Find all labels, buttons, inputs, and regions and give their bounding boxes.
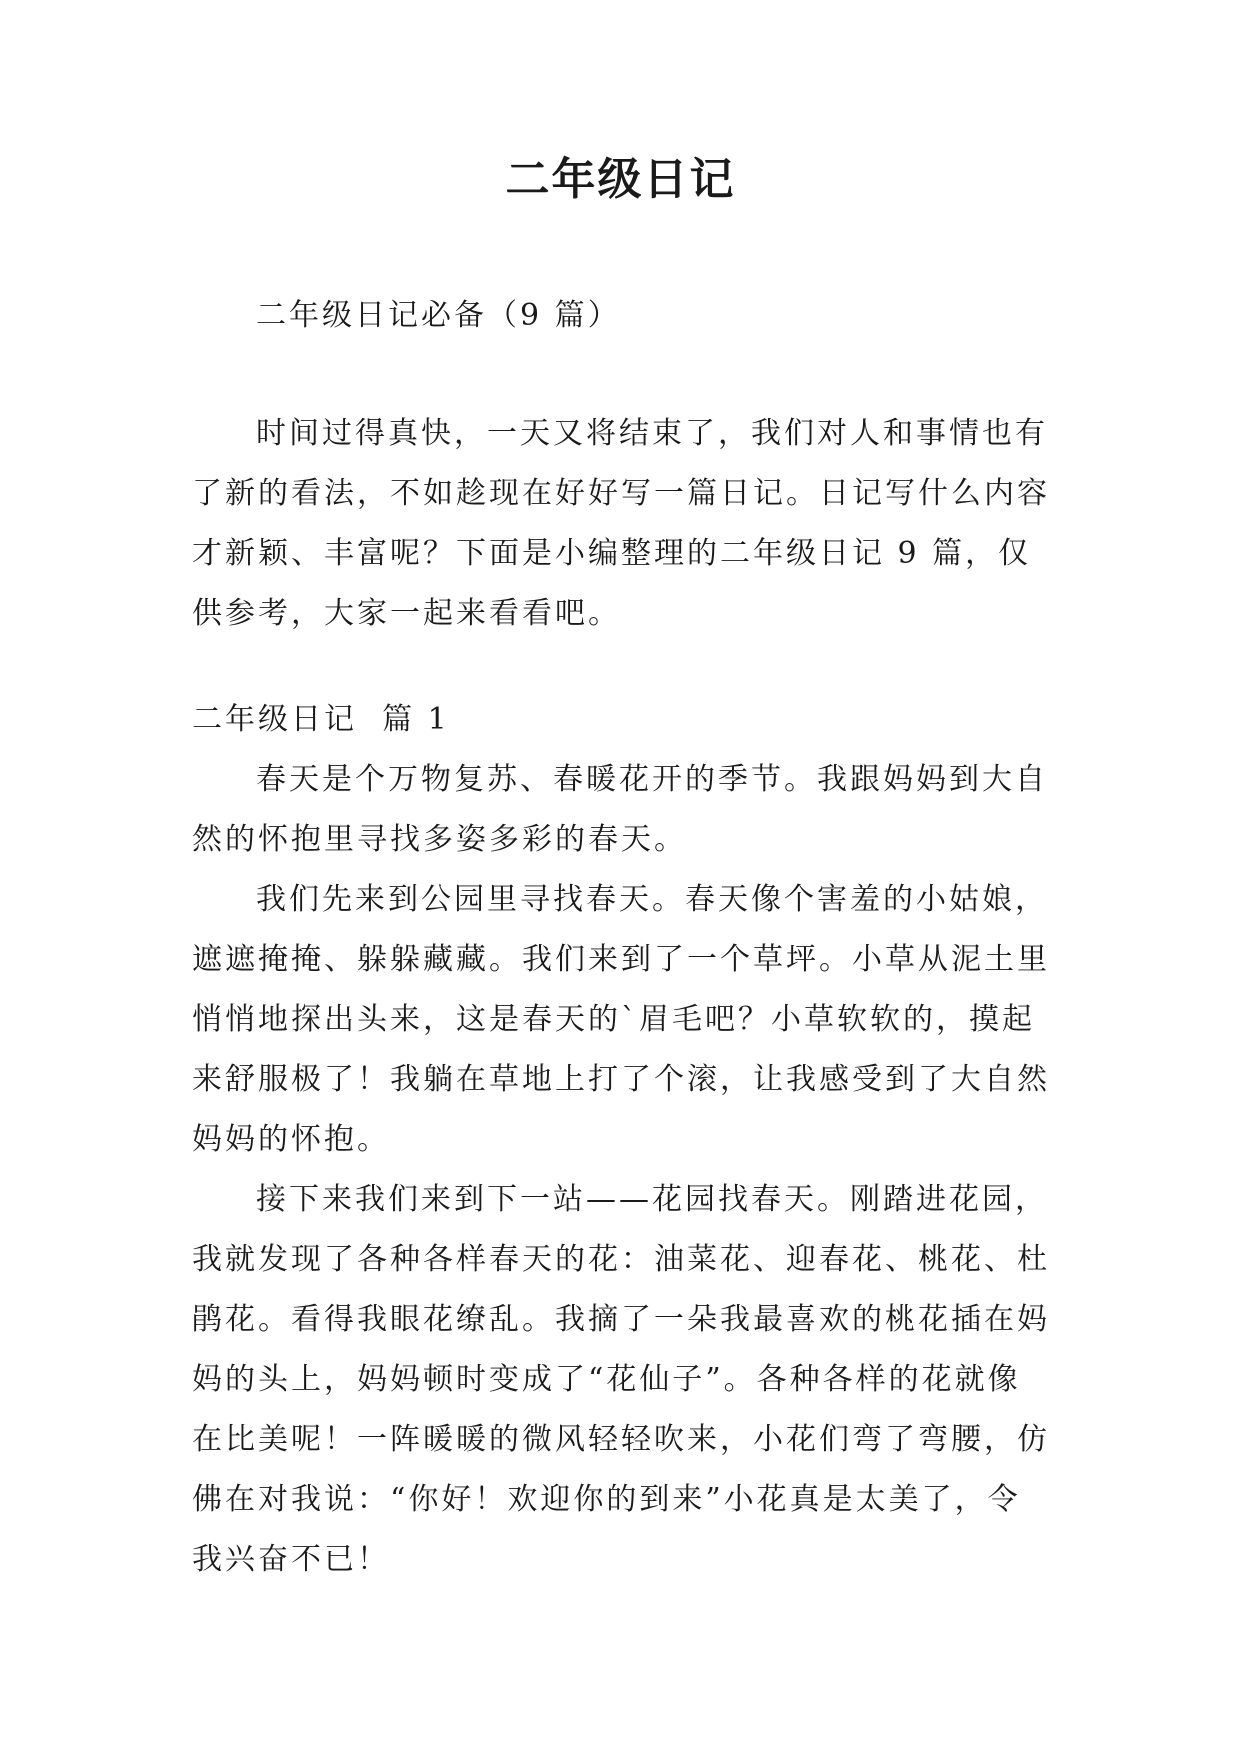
intro-paragraph: 时间过得真快，一天又将结束了，我们对人和事情也有了新的看法，不如趁现在好好写一篇日记。日记写什么内容才新颖、丰富呢？下面是小编整理的二年级日记 9 篇，仅供参考，大家一起来看看吧。 [192,416,1050,631]
document-subtitle: 二年级日记必备（9 篇） [256,298,621,333]
section-heading: 二年级日记 篇 1 [192,702,450,737]
section-paragraph: 我们先来到公园里寻找春天。春天像个害羞的小姑娘，遮遮掩掩、躲躲藏藏。我们来到了一个草坪。小草从泥土里悄悄地探出头来，这是春天的`眉毛吧？小草软软的，摸起来舒服极了！我躺在草地上打了个滚，让我感受到了大自然妈妈的怀抱。 [192,882,1050,1157]
section-paragraph: 接下来我们来到下一站——花园找春天。刚踏进花园，我就发现了各种各样春天的花：油菜花、迎春花、桃花、杜鹃花。看得我眼花缭乱。我摘了一朵我最喜欢的桃花插在妈妈的头上，妈妈顿时变成了“花仙子”。各种各样的花就像在比美呢！一阵暖暖的微风轻轻吹来，小花们弯了弯腰，仿佛在对我说：“你好！欢迎你的到来”小花真是太美了，令我兴奋不已！ [192,1182,1050,1577]
diary-section-1 [192,690,1052,1590]
section-paragraph: 春天是个万物复苏、春暖花开的季节。我跟妈妈到大自然的怀抱里寻找多姿多彩的春天。 [192,762,1048,857]
document-title: 二年级日记 [505,154,736,205]
